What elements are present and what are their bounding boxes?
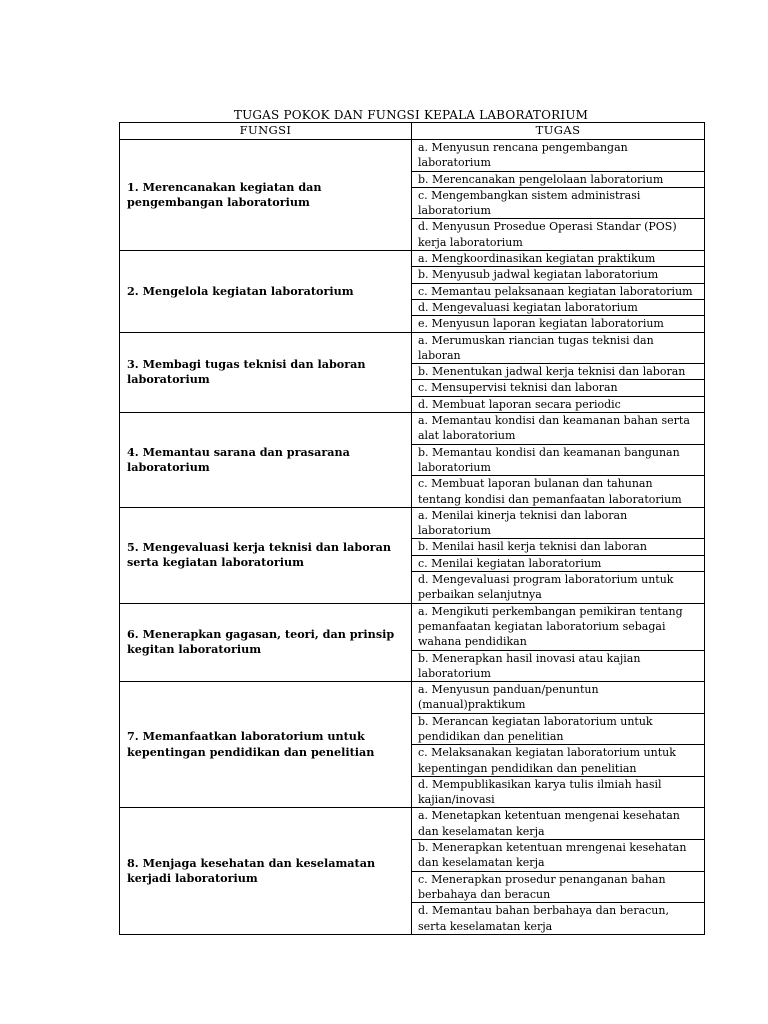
tugas-cell: d. Memantau bahan berbahaya dan beracun, serta keselamatan kerja [412,903,705,935]
fungsi-cell: 4. Memantau sarana dan prasarana laboratorium [120,413,412,508]
fungsi-cell: 3. Membagi tugas teknisi dan laboran laboratorium [120,332,412,412]
tugas-cell: b. Menilai hasil kerja teknisi dan laboran [412,539,705,555]
tugas-cell: b. Memantau kondisi dan keamanan bangunan laboratorium [412,444,705,476]
tugas-cell: d. Membuat laporan secara periodic [412,396,705,412]
header-tugas: TUGAS [412,123,705,140]
tugas-cell: a. Menyusun rencana pengembangan laboratorium [412,140,705,172]
fungsi-cell: 6. Menerapkan gagasan, teori, dan prinsip kegitan laboratorium [120,603,412,681]
tugas-cell: b. Menerapkan hasil inovasi atau kajian laboratorium [412,650,705,682]
tugas-cell: d. Mempublikasikan karya tulis ilmiah hasil kajian/inovasi [412,776,705,808]
tugas-cell: b. Merancan kegiatan laboratorium untuk pendidikan dan penelitian [412,713,705,745]
fungsi-cell: 1. Merencanakan kegiatan dan pengembangan laboratorium [120,140,412,251]
tugas-cell: a. Menilai kinerja teknisi dan laboran laboratorium [412,507,705,539]
tugas-cell: a. Menetapkan ketentuan mengenai kesehatan dan keselamatan kerja [412,808,705,840]
table-header-row [120,123,705,140]
table-row [120,603,705,650]
tugas-cell: a. Memantau kondisi dan keamanan bahan serta alat laboratorium [412,413,705,445]
tugas-cell: b. Menerapkan ketentuan mrengenai kesehatan dan keselamatan kerja [412,840,705,872]
tupoksi-table [119,122,705,935]
tugas-cell: c. Mensupervisi teknisi dan laboran [412,380,705,396]
tugas-cell: c. Memantau pelaksanaan kegiatan laboratorium [412,283,705,299]
tugas-cell: a. Menyusun panduan/penuntun (manual)praktikum [412,682,705,714]
tugas-cell: a. Merumuskan riancian tugas teknisi dan laboran [412,332,705,364]
tugas-cell: c. Membuat laporan bulanan dan tahunan tentang kondisi dan pemanfaatan laboratorium [412,476,705,508]
document-title: TUGAS POKOK DAN FUNGSI KEPALA LABORATORIUM [233,108,589,122]
tugas-cell: b. Menyusub jadwal kegiatan laboratorium [412,267,705,283]
table-row [120,682,705,714]
table-row [120,507,705,539]
tugas-cell: a. Mengkoordinasikan kegiatan praktikum [412,251,705,267]
table-row [120,808,705,840]
fungsi-cell: 2. Mengelola kegiatan laboratorium [120,251,412,332]
table-body [120,140,705,935]
table-row [120,332,705,364]
table-row [120,140,705,172]
tugas-cell: d. Mengevaluasi kegiatan laboratorium [412,299,705,315]
header-fungsi: FUNGSI [120,123,412,140]
tugas-cell: a. Mengikuti perkembangan pemikiran tentang pemanfaatan kegiatan laboratorium sebagai wahana pendidikan [412,603,705,650]
fungsi-cell: 7. Memanfaatkan laboratorium untuk kepentingan pendidikan dan penelitian [120,682,412,808]
tugas-cell: d. Menyusun Prosedue Operasi Standar (POS) kerja laboratorium [412,219,705,251]
tugas-cell: b. Merencanakan pengelolaan laboratorium [412,171,705,187]
fungsi-cell: 8. Menjaga kesehatan dan keselamatan kerjadi laboratorium [120,808,412,934]
tugas-cell: c. Menerapkan prosedur penanganan bahan berbahaya dan beracun [412,871,705,903]
tugas-cell: d. Mengevaluasi program laboratorium untuk perbaikan selanjutnya [412,572,705,604]
fungsi-cell: 5. Mengevaluasi kerja teknisi dan laboran serta kegiatan laboratorium [120,507,412,603]
tugas-cell: c. Mengembangkan sistem administrasi laboratorium [412,187,705,219]
tugas-cell: b. Menentukan jadwal kerja teknisi dan laboran [412,364,705,380]
table-row [120,251,705,267]
tugas-cell: c. Menilai kegiatan laboratorium [412,555,705,571]
table-row [120,413,705,445]
tugas-cell: e. Menyusun laporan kegiatan laboratorium [412,316,705,332]
tugas-cell: c. Melaksanakan kegiatan laboratorium untuk kepentingan pendidikan dan penelitian [412,745,705,777]
